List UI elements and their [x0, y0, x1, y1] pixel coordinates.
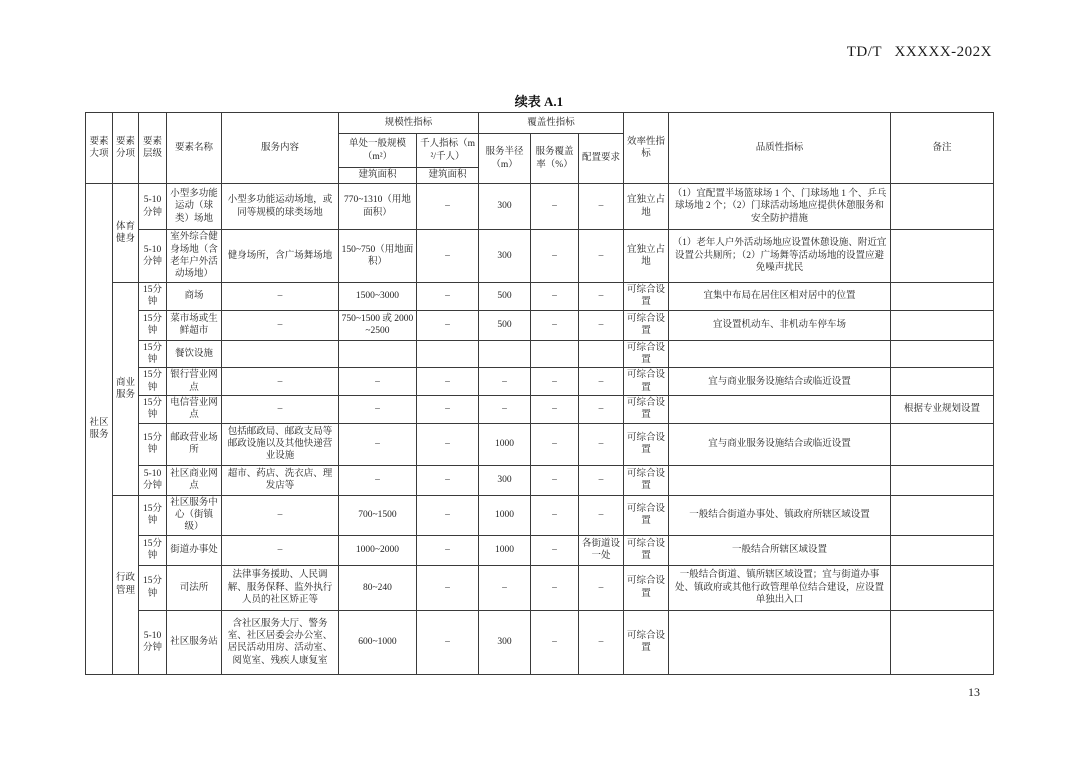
cell-remark: [891, 283, 994, 311]
cell-scale: 80~240: [339, 565, 417, 610]
cell-quality: 宜与商业服务设施结合或临近设置: [669, 423, 891, 465]
cell-quality: 宜设置机动车、非机动车停车场: [669, 310, 891, 340]
cell-sub-item: 商业服务: [113, 283, 139, 496]
cell-config: 各街道设一处: [579, 535, 624, 565]
cell-remark: [891, 423, 994, 465]
cell-efficiency: 可综合设置: [624, 283, 669, 311]
cell-quality: （1）老年人户外活动场地应设置休憩设施、附近宜设置公共厕所；（2）广场舞等活动场地的设置应避免噪声扰民: [669, 230, 891, 283]
cell-radius: 300: [479, 230, 531, 283]
col-header-efficiency: 效率性指标: [624, 113, 669, 184]
cell-service: –: [222, 283, 339, 311]
cell-remark: [891, 465, 994, 495]
cell-name: 社区服务中心（街镇级）: [167, 495, 222, 535]
cell-quality: 宜集中布局在居住区相对居中的位置: [669, 283, 891, 311]
cell-service: –: [222, 310, 339, 340]
cell-radius: 300: [479, 610, 531, 674]
table-row: [86, 565, 994, 610]
cell-radius: 1000: [479, 535, 531, 565]
cell-per1000: –: [417, 565, 479, 610]
cell-efficiency: 可综合设置: [624, 535, 669, 565]
cell-service: 法律事务援助、人民调解、服务保释、监外执行人员的社区矫正等: [222, 565, 339, 610]
cell-remark: [891, 535, 994, 565]
table-row: [86, 610, 994, 674]
cell-service: –: [222, 396, 339, 424]
cell-coverage-rate: –: [531, 368, 579, 396]
cell-remark: [891, 565, 994, 610]
cell-coverage-rate: –: [531, 610, 579, 674]
group-header-coverage: 覆盖性指标: [479, 113, 624, 134]
cell-coverage-rate: –: [531, 495, 579, 535]
cell-efficiency: 宜独立占地: [624, 230, 669, 283]
cell-level: 15分钟: [139, 565, 167, 610]
cell-efficiency: 可综合设置: [624, 368, 669, 396]
cell-config: –: [579, 465, 624, 495]
cell-radius: [479, 340, 531, 368]
cell-service: 超市、药店、洗衣店、理发店等: [222, 465, 339, 495]
cell-per1000: –: [417, 465, 479, 495]
cell-name: 商场: [167, 283, 222, 311]
cell-service: 包括邮政局、邮政支局等邮政设施以及其他快递营业设施: [222, 423, 339, 465]
table-row: [86, 230, 994, 283]
cell-quality: 一般结合街道、镇所辖区域设置；宜与街道办事处、镇政府或其他行政管理单位结合建设，应设置单独出入口: [669, 565, 891, 610]
table-row: [86, 340, 994, 368]
cell-service: –: [222, 495, 339, 535]
cell-level: 15分钟: [139, 535, 167, 565]
cell-name: 邮政营业场所: [167, 423, 222, 465]
cell-level: 15分钟: [139, 423, 167, 465]
cell-quality: [669, 610, 891, 674]
cell-scale: 150~750（用地面积）: [339, 230, 417, 283]
cell-coverage-rate: –: [531, 535, 579, 565]
cell-name: 银行营业网点: [167, 368, 222, 396]
cell-level: 15分钟: [139, 495, 167, 535]
cell-quality: （1）宜配置半场篮球场 1 个、门球场地 1 个、乒乓球场地 2 个；（2）门球活动场地应提供休憩服务和安全防护措施: [669, 184, 891, 230]
col-subheader-floor-area-1: 建筑面积: [339, 168, 417, 184]
cell-scale: [339, 340, 417, 368]
cell-coverage-rate: –: [531, 465, 579, 495]
col-header-scale-per1000: 千人指标（m²/千人）: [417, 134, 479, 168]
table-row: [86, 310, 994, 340]
cell-major-item: 社区服务: [86, 184, 113, 675]
cell-efficiency: 可综合设置: [624, 340, 669, 368]
cell-per1000: –: [417, 310, 479, 340]
table-row: [86, 535, 994, 565]
cell-efficiency: 可综合设置: [624, 465, 669, 495]
cell-service: 含社区服务大厅、警务室、社区居委会办公室、居民活动用房、活动室、阅览室、残疾人康复室: [222, 610, 339, 674]
cell-quality: [669, 465, 891, 495]
cell-config: –: [579, 283, 624, 311]
cell-scale: –: [339, 465, 417, 495]
cell-remark: [891, 230, 994, 283]
cell-per1000: –: [417, 535, 479, 565]
cell-per1000: –: [417, 368, 479, 396]
cell-remark: [891, 610, 994, 674]
cell-remark: [891, 184, 994, 230]
table-row: [86, 283, 994, 311]
cell-scale: 700~1500: [339, 495, 417, 535]
group-header-scale: 规模性指标: [339, 113, 479, 134]
cell-coverage-rate: –: [531, 184, 579, 230]
cell-level: 5-10分钟: [139, 610, 167, 674]
col-header-sub: 要素分项: [113, 113, 139, 184]
cell-efficiency: 可综合设置: [624, 495, 669, 535]
cell-level: 5-10分钟: [139, 230, 167, 283]
cell-per1000: –: [417, 396, 479, 424]
cell-radius: 500: [479, 283, 531, 311]
cell-name: 电信营业网点: [167, 396, 222, 424]
cell-level: 5-10分钟: [139, 184, 167, 230]
cell-config: –: [579, 610, 624, 674]
cell-coverage-rate: –: [531, 423, 579, 465]
cell-level: 15分钟: [139, 368, 167, 396]
cell-config: –: [579, 310, 624, 340]
cell-service: 小型多功能运动场地，或同等规模的球类场地: [222, 184, 339, 230]
cell-efficiency: 可综合设置: [624, 396, 669, 424]
cell-scale: 770~1310（用地面积）: [339, 184, 417, 230]
cell-remark: [891, 495, 994, 535]
col-header-quality: 品质性指标: [669, 113, 891, 184]
cell-coverage-rate: –: [531, 283, 579, 311]
col-header-name: 要素名称: [167, 113, 222, 184]
cell-per1000: –: [417, 610, 479, 674]
cell-scale: –: [339, 368, 417, 396]
cell-service: 健身场所，含广场舞场地: [222, 230, 339, 283]
cell-name: 菜市场或生鲜超市: [167, 310, 222, 340]
cell-config: –: [579, 184, 624, 230]
table-title: 续表 A.1: [514, 94, 564, 109]
cell-radius: 300: [479, 184, 531, 230]
cell-config: –: [579, 565, 624, 610]
table-row: [86, 396, 994, 424]
table-row: [86, 184, 994, 230]
col-header-remark: 备注: [891, 113, 994, 184]
cell-name: 室外综合健身场地（含老年户外活动场地）: [167, 230, 222, 283]
cell-efficiency: 可综合设置: [624, 610, 669, 674]
table-row: [86, 368, 994, 396]
cell-service: –: [222, 535, 339, 565]
cell-config: –: [579, 368, 624, 396]
cell-config: –: [579, 495, 624, 535]
col-header-radius: 服务半径（m）: [479, 134, 531, 184]
cell-per1000: –: [417, 423, 479, 465]
cell-config: [579, 340, 624, 368]
col-subheader-floor-area-2: 建筑面积: [417, 168, 479, 184]
cell-radius: 300: [479, 465, 531, 495]
cell-remark: [891, 368, 994, 396]
standard-code: TD/T XXXXX-202X: [846, 44, 992, 60]
cell-sub-item: 行政管理: [113, 495, 139, 674]
cell-coverage-rate: –: [531, 565, 579, 610]
cell-coverage-rate: –: [531, 230, 579, 283]
cell-quality: 宜与商业服务设施结合或临近设置: [669, 368, 891, 396]
cell-name: 社区商业网点: [167, 465, 222, 495]
cell-efficiency: 可综合设置: [624, 565, 669, 610]
cell-name: 街道办事处: [167, 535, 222, 565]
cell-radius: –: [479, 565, 531, 610]
col-header-major: 要素大项: [86, 113, 113, 184]
table-row: [86, 495, 994, 535]
cell-efficiency: 可综合设置: [624, 423, 669, 465]
cell-efficiency: 宜独立占地: [624, 184, 669, 230]
cell-name: 餐饮设施: [167, 340, 222, 368]
cell-level: 15分钟: [139, 283, 167, 311]
cell-config: –: [579, 230, 624, 283]
cell-scale: –: [339, 396, 417, 424]
cell-level: 5-10分钟: [139, 465, 167, 495]
cell-name: 社区服务站: [167, 610, 222, 674]
col-header-coverage-rate: 服务覆盖率（%）: [531, 134, 579, 184]
header-row-groups: [86, 113, 994, 134]
cell-level: 15分钟: [139, 340, 167, 368]
cell-coverage-rate: [531, 340, 579, 368]
cell-name: 小型多功能运动（球类）场地: [167, 184, 222, 230]
cell-per1000: –: [417, 230, 479, 283]
cell-radius: 500: [479, 310, 531, 340]
cell-per1000: [417, 340, 479, 368]
cell-config: –: [579, 423, 624, 465]
cell-config: –: [579, 396, 624, 424]
col-header-config: 配置要求: [579, 134, 624, 184]
cell-remark: [891, 310, 994, 340]
cell-efficiency: 可综合设置: [624, 310, 669, 340]
cell-quality: 一般结合所辖区域设置: [669, 535, 891, 565]
col-header-level: 要素层级: [139, 113, 167, 184]
col-header-scale-single: 单处一般规模（m²）: [339, 134, 417, 168]
col-header-service: 服务内容: [222, 113, 339, 184]
cell-per1000: –: [417, 184, 479, 230]
facility-spec-table: [85, 112, 994, 675]
cell-radius: 1000: [479, 495, 531, 535]
table-row: [86, 465, 994, 495]
cell-per1000: –: [417, 283, 479, 311]
page-number: 13: [968, 685, 980, 699]
cell-service: [222, 340, 339, 368]
cell-name: 司法所: [167, 565, 222, 610]
cell-quality: 一般结合街道办事处、镇政府所辖区域设置: [669, 495, 891, 535]
cell-scale: 750~1500 或 2000~2500: [339, 310, 417, 340]
cell-sub-item: 体育健身: [113, 184, 139, 283]
cell-coverage-rate: –: [531, 310, 579, 340]
cell-scale: –: [339, 423, 417, 465]
cell-coverage-rate: –: [531, 396, 579, 424]
cell-service: –: [222, 368, 339, 396]
cell-level: 15分钟: [139, 396, 167, 424]
cell-radius: –: [479, 368, 531, 396]
cell-per1000: –: [417, 495, 479, 535]
cell-scale: 600~1000: [339, 610, 417, 674]
cell-scale: 1500~3000: [339, 283, 417, 311]
cell-quality: [669, 340, 891, 368]
cell-scale: 1000~2000: [339, 535, 417, 565]
cell-remark: 根据专业规划设置: [891, 396, 994, 424]
table-row: [86, 423, 994, 465]
cell-remark: [891, 340, 994, 368]
cell-quality: [669, 396, 891, 424]
cell-level: 15分钟: [139, 310, 167, 340]
cell-radius: –: [479, 396, 531, 424]
cell-radius: 1000: [479, 423, 531, 465]
